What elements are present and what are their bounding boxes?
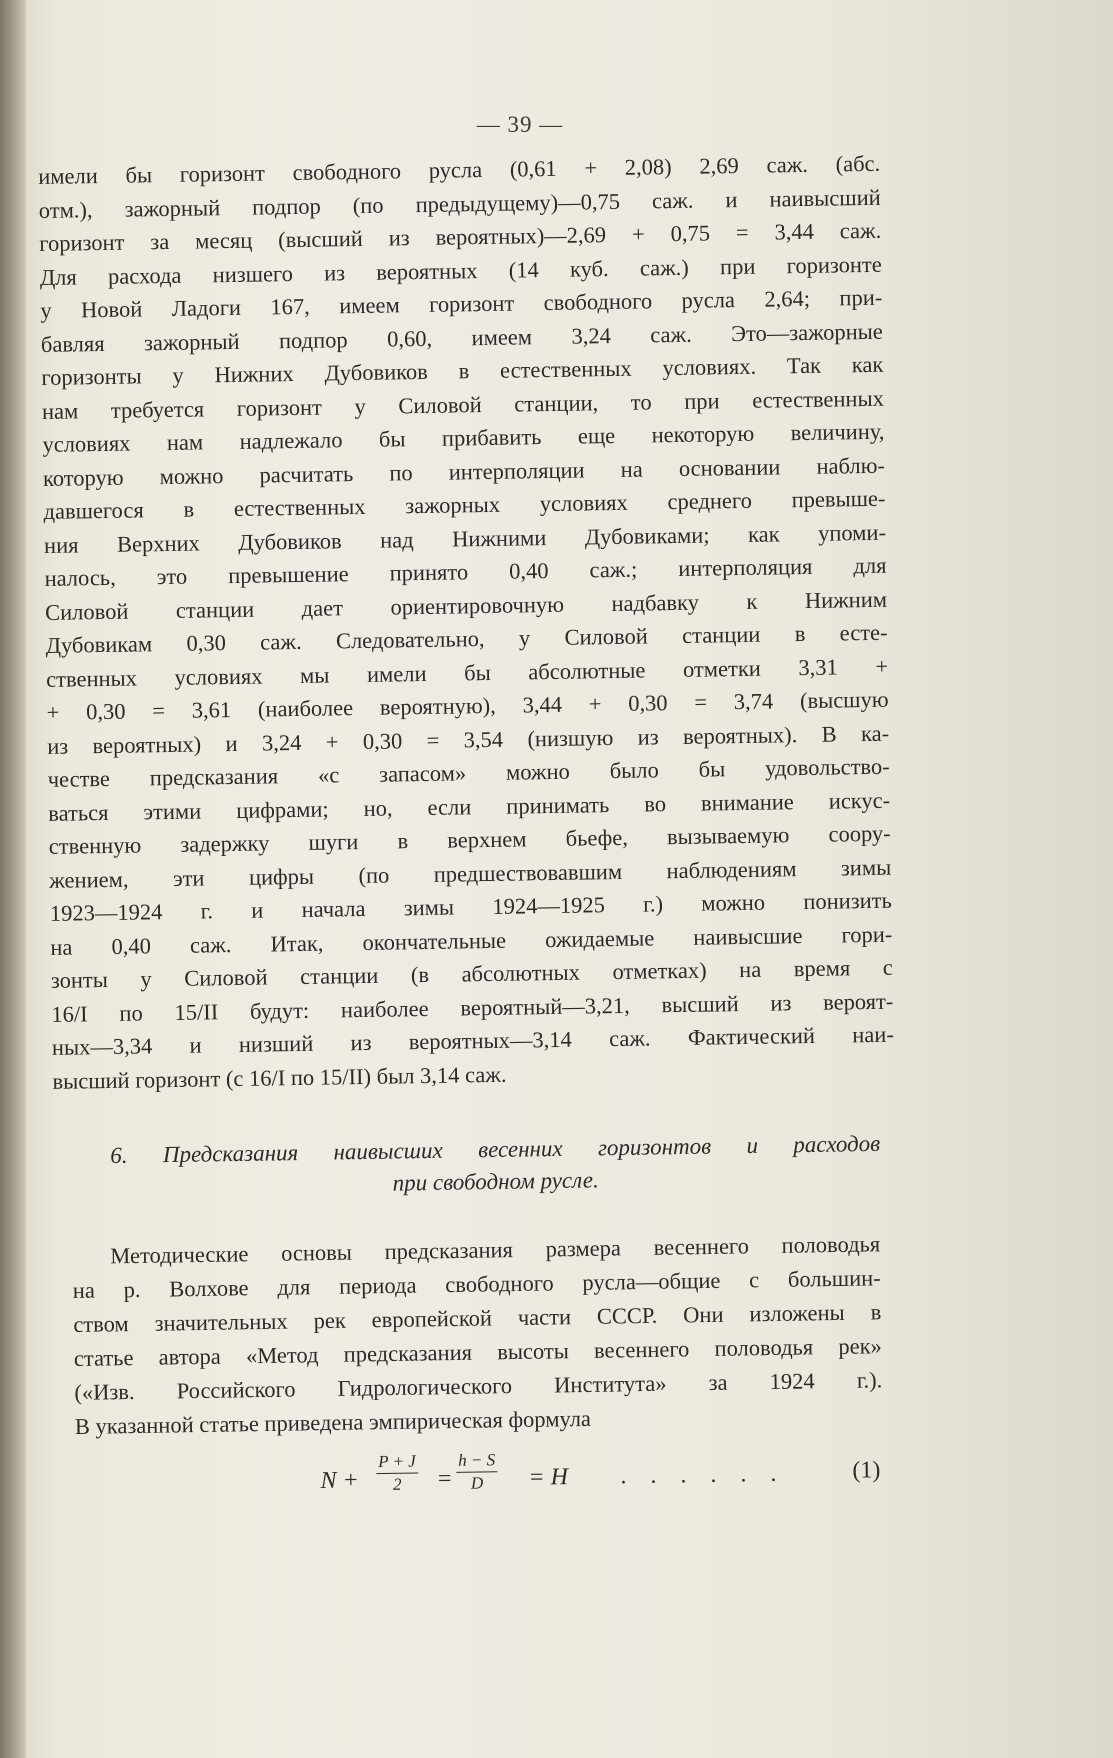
text-line: Методические основы предсказания размера весеннего половодья [110, 1231, 881, 1269]
book-spine-shadow [0, 0, 26, 1758]
paragraph-1 [38, 147, 895, 1098]
text-line: горизонты у Нижних Дубовиков в естественных условиях. Так как [41, 351, 884, 390]
text-line: жением, эти цифры (по предшествовавшим наблюдениям зимы [49, 854, 892, 893]
text-line: + 0,30 = 3,61 (наиболее вероятную), 3,44 + 0,30 = 3,74 (высшую [46, 686, 889, 725]
formula-rhs: = H [528, 1464, 569, 1491]
formula-leader-dots: . . . . . . [620, 1460, 786, 1490]
text-line: ных—3,34 и низший из вероятных—3,14 саж. Фактический наи- [51, 1021, 895, 1060]
text-line: давшегося в естественных зажорных условиях среднего превыше- [43, 485, 886, 524]
text-line: имели бы горизонт свободного русла (0,61 + 2,08) 2,69 саж. (абс. [38, 150, 881, 189]
text-line: нам требуется горизонт у Силовой станции, то при естественных [41, 385, 885, 424]
text-line: ственную задержку шуги в верхнем бьефе, вызываемую соору- [48, 820, 891, 859]
text-line: Дубовикам 0,30 саж. Следовательно, у Силовой станции в есте- [45, 619, 888, 658]
section-heading-line-2: при свободном русле. [392, 1167, 599, 1196]
text-line: 1923—1924 г. и начала зимы 1924—1925 г.) можно понизить [49, 887, 892, 926]
formula-lead: N + [320, 1467, 359, 1494]
formula-1 [320, 1443, 881, 1512]
text-line: 16/I по 15/II будут: наиболее вероятный—3,21, высший из вероят- [51, 988, 894, 1027]
text-line: бавляя зажорный подпор 0,60, имеем 3,24 саж. Это—зажорные [40, 318, 883, 357]
text-line: условиях нам надлежало бы прибавить еще некоторую величину, [42, 418, 885, 457]
text-line: честве предсказания «с запасом» можно было бы удовольство- [47, 753, 890, 792]
text-line: горизонт за месяц (высший из вероятных)—2,69 + 0,75 = 3,44 саж. [39, 217, 882, 256]
text-line: В указанной статье приведена эмпирическая формула [74, 1405, 592, 1439]
fraction-1-numerator: P + J [376, 1450, 418, 1474]
fraction-2-denominator: D [470, 1473, 484, 1493]
text-line: Силовой станции дает ориентировочную надбавку к Нижним [44, 586, 888, 625]
paragraph-2 [72, 1227, 883, 1444]
formula-equals: = [436, 1465, 453, 1493]
text-line: ством значительных рек европейской части СССР. Они изложены в [73, 1299, 882, 1337]
text-line: из вероятных) и 3,24 + 0,30 = 3,54 (низшую из вероятных). В ка- [47, 720, 890, 759]
text-line: у Новой Ладоги 167, имеем горизонт свободного русла 2,64; при- [40, 284, 883, 323]
formula-fraction-1 [376, 1450, 418, 1496]
text-line: статье автора «Метод предсказания высоты весеннего половодья рек» [73, 1333, 882, 1371]
text-line: ственных условиях мы имели бы абсолютные отметки 3,31 + [45, 653, 889, 692]
text-line: налось, это превышение принято 0,40 саж.; интерполяция для [44, 552, 887, 591]
formula-fraction-2 [456, 1449, 498, 1495]
text-line: отм.), зажорный подпор (по предыдущему)—0,75 саж. и наивысший [38, 184, 881, 223]
text-line: ния Верхних Дубовиков над Нижними Дубовиками; как упоми- [43, 519, 887, 558]
text-line: на р. Волхове для периода свободного русла—общие с большин- [72, 1265, 881, 1303]
text-line: ваться этими цифрами; но, если принимать во внимание искус- [48, 787, 891, 826]
text-line: на 0,40 саж. Итак, окончательные ожидаемые наивысшие гори- [50, 921, 893, 960]
text-line: Для расхода низшего из вероятных (14 куб. саж.) при горизонте [39, 251, 882, 290]
text-line: высший горизонт (с 16/I по 15/II) был 3,14 саж. [52, 1061, 507, 1094]
section-heading-line-1: 6. Предсказания наивысших весенних горизонтов и расходов [110, 1130, 881, 1168]
text-line: («Изв. Российского Гидрологического Института» за 1924 г.). [74, 1367, 883, 1405]
text-line: зонты у Силовой станции (в абсолютных отметках) на время с [50, 954, 893, 993]
text-line: которую можно расчитать по интерполяции на основании наблю- [42, 452, 886, 491]
page-number: — 39 — [476, 112, 564, 137]
fraction-1-denominator: 2 [392, 1474, 402, 1494]
fraction-2-numerator: h − S [456, 1449, 497, 1473]
section-heading [110, 1128, 881, 1204]
formula-number: (1) [852, 1457, 881, 1484]
